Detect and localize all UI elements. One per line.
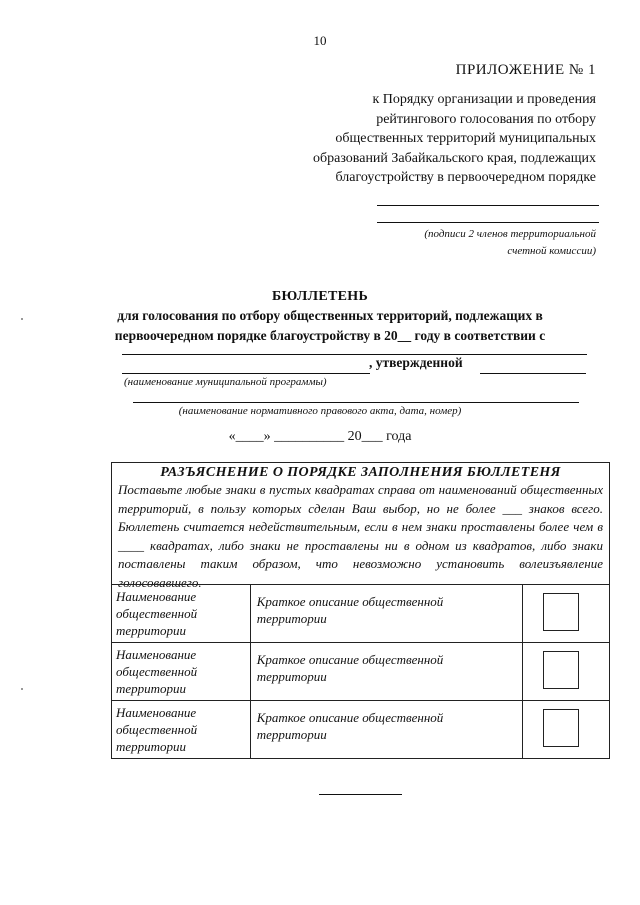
table-row	[112, 701, 610, 759]
margin-mark	[21, 688, 23, 690]
signature-line[interactable]	[377, 222, 599, 223]
margin-mark	[21, 318, 23, 320]
ballot-table	[111, 584, 610, 759]
territory-description: Краткое описание общественной территории	[250, 585, 522, 643]
date-line: «____» __________ 20___ года	[228, 429, 412, 444]
signature-line[interactable]	[377, 205, 599, 206]
order-reference	[276, 90, 596, 188]
table-row	[112, 585, 610, 643]
order-reference-line: общественных территорий муниципальных	[335, 131, 596, 146]
table-row	[112, 643, 610, 701]
ballot-title: БЮЛЛЕТЕНЬ	[271, 289, 369, 304]
territory-description: Краткое описание общественной территории	[250, 643, 522, 701]
territory-name: Наименование общественной территории	[112, 643, 251, 701]
program-blank-line[interactable]	[122, 354, 587, 355]
act-note: (наименование нормативного правового акта, дата, номер)	[178, 405, 462, 417]
territory-description: Краткое описание общественной территории	[250, 701, 522, 759]
appendix-title: ПРИЛОЖЕНИЕ № 1	[455, 62, 596, 78]
vote-checkbox[interactable]	[543, 593, 579, 631]
order-reference-line: образований Забайкальского края, подлежащих	[313, 150, 596, 166]
territory-name: Наименование общественной территории	[112, 701, 251, 759]
ballot-subtitle-line: для голосования по отбору общественных территорий, подлежащих в	[117, 308, 543, 323]
signature-note-line: (подписи 2 членов территориальной	[424, 228, 596, 240]
order-reference-line: к Порядку организации и проведения	[372, 92, 596, 107]
signature-note	[336, 226, 596, 260]
end-divider	[319, 794, 402, 795]
vote-checkbox[interactable]	[543, 709, 579, 747]
instructions-title: РАЗЪЯСНЕНИЕ О ПОРЯДКЕ ЗАПОЛНЕНИЯ БЮЛЛЕТЕНЯ	[160, 465, 561, 480]
order-reference-line: рейтингового голосования по отбору	[376, 111, 596, 127]
instructions-box	[111, 462, 610, 590]
program-note: (наименование муниципальной программы)	[124, 376, 327, 388]
page-number: 10	[313, 33, 327, 48]
ballot-subtitle	[60, 306, 600, 346]
order-reference-line: благоустройству в первоочередном порядке	[335, 170, 596, 185]
ballot-subtitle-line: первоочередном порядке благоустройству в 20__ году в соответствии с	[114, 328, 546, 343]
act-blank-line[interactable]	[133, 402, 579, 403]
instructions-body: Поставьте любые знаки в пустых квадратах справа от наименований общественных территорий, в пользу которых сделан Ваш выбор, но не более ___ знаков всего. Бюллетень считается недействительным, если в нем знаки проставлены более чем в ____ квадратах, либо знаки не проставлены ни в одном из квадратов, либо знаки поставлены таким образом, что невозможно установить волеизъявление голосовавшего.	[118, 482, 603, 590]
territory-name: Наименование общественной территории	[112, 585, 251, 643]
vote-checkbox[interactable]	[543, 651, 579, 689]
program-blank-line[interactable]	[122, 373, 370, 374]
approved-blank-line[interactable]	[480, 373, 586, 374]
approved-label: , утвержденной	[369, 355, 463, 370]
signature-note-line: счетной комиссии)	[507, 245, 596, 257]
